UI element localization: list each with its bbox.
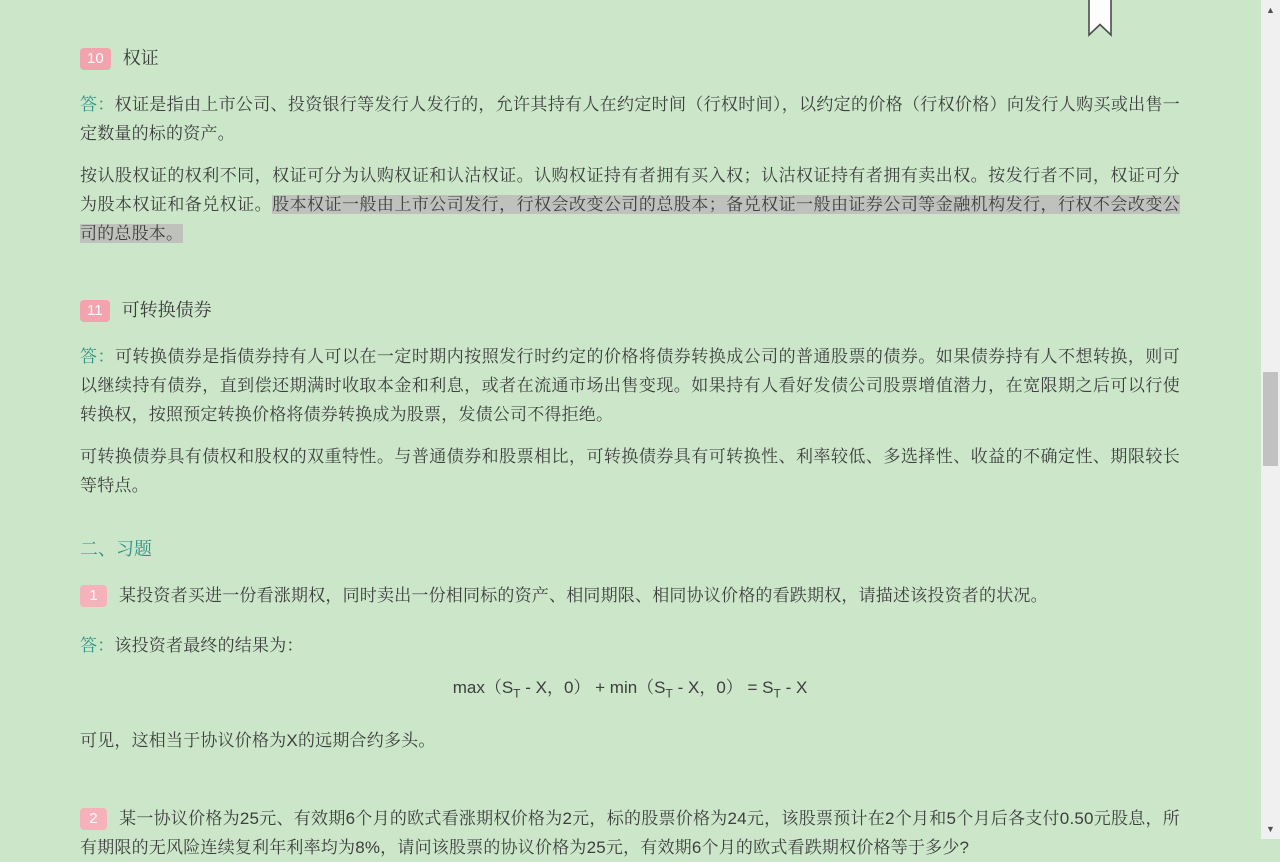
section-11-number-badge: 11 — [80, 300, 110, 322]
scrollbar-thumb[interactable] — [1263, 372, 1278, 466]
question-1-formula — [80, 673, 1180, 708]
section-11-title: 可转换债券 — [121, 300, 212, 320]
answer-label: 答： — [80, 347, 115, 366]
selected-text: 股本权证一般由上市公司发行，行权会改变公司的总股本；备兑权证一般由证券公司等金融机构发行，行权不会改变公司的总股本。 — [80, 195, 1180, 243]
section-10-number-badge: 10 — [80, 48, 111, 70]
section-10-answer-text: 权证是指由上市公司、投资银行等发行人发行的，允许其持有人在约定时间（行权时间），以约定的价格（行权价格）向发行人购买或出售一定数量的标的资产。 — [80, 95, 1180, 143]
question-2 — [80, 804, 1180, 862]
question-1 — [80, 581, 1180, 610]
scrollbar[interactable] — [1261, 0, 1280, 839]
bookmark-icon[interactable] — [1087, 0, 1113, 38]
section-11-paragraph-2: 可转换债券具有债权和股权的双重特性。与普通债券和股票相比，可转换债券具有可转换性、利率较低、多选择性、收益的不确定性、期限较长等特点。 — [80, 447, 1180, 495]
question-1-conclusion: 可见，这相当于协议价格为X的远期合约多头。 — [80, 731, 436, 751]
section-11-answer-text: 可转换债券是指债券持有人可以在一定时期内按照发行时约定的价格将债券转换成公司的普通股票的债券。如果债券持有人不想转换，则可以继续持有债券，直到偿还期满时收取本金和利息，或者在流通市场出售变现。如果持有人看好发债公司股票增值潜力，在宽限期之后可以行使转换权，按照预定转换价格将债券转换成为股票，发债公司不得拒绝。 — [80, 347, 1180, 424]
question-1-number-badge: 1 — [80, 585, 107, 607]
question-1-answer-intro — [80, 631, 1180, 660]
answer-label: 答： — [80, 95, 115, 114]
formula-subscript: T — [773, 686, 781, 701]
question-1-answer-intro-text: 该投资者最终的结果为： — [114, 636, 304, 655]
document-content — [80, 0, 1180, 862]
section-11-heading — [80, 296, 1180, 322]
formula-part: - X，0） = S — [672, 678, 774, 697]
formula-part: - X — [780, 678, 808, 697]
formula-part: - X，0） + min（S — [520, 678, 666, 697]
answer-label: 答： — [80, 636, 115, 655]
formula-subscript: T — [513, 686, 521, 701]
question-2-number-badge: 2 — [80, 808, 107, 830]
section-10-title: 权证 — [122, 48, 159, 68]
scroll-up-arrow-icon[interactable]: ▲ — [1266, 5, 1275, 15]
question-1-text: 某投资者买进一份看涨期权，同时卖出一份相同标的资产、相同期限、相同协议价格的看跌期权，请描述该投资者的状况。 — [119, 586, 1048, 605]
section-10-paragraph-2 — [80, 161, 1180, 248]
section-10-answer-paragraph — [80, 90, 1180, 148]
formula-part: max（S — [452, 678, 514, 697]
question-2-text: 某一协议价格为25元、有效期6个月的欧式看涨期权价格为2元，标的股票价格为24元，该股票预计在2个月和5个月后各支付0.50元股息，所有期限的无风险连续复利年利率均为8%，请问该股票的协议价格为25元，有效期6个月的欧式看跌期权价格等于多少? — [80, 809, 1180, 858]
section-10-paragraph-2-normal: 按认股权证的权利不同，权证可分为认购权证和认沽权证。认购权证持有者拥有买入权；认沽权证持有者拥有卖出权。按发行者不同，权证可分为股本权证和备兑权证。 — [80, 166, 1180, 214]
formula-subscript: T — [665, 686, 673, 701]
scroll-down-arrow-icon[interactable]: ▼ — [1266, 824, 1275, 834]
section-11-answer-paragraph — [80, 342, 1180, 429]
exercises-heading: 二、习题 — [80, 539, 152, 559]
section-10-heading — [80, 44, 1180, 70]
